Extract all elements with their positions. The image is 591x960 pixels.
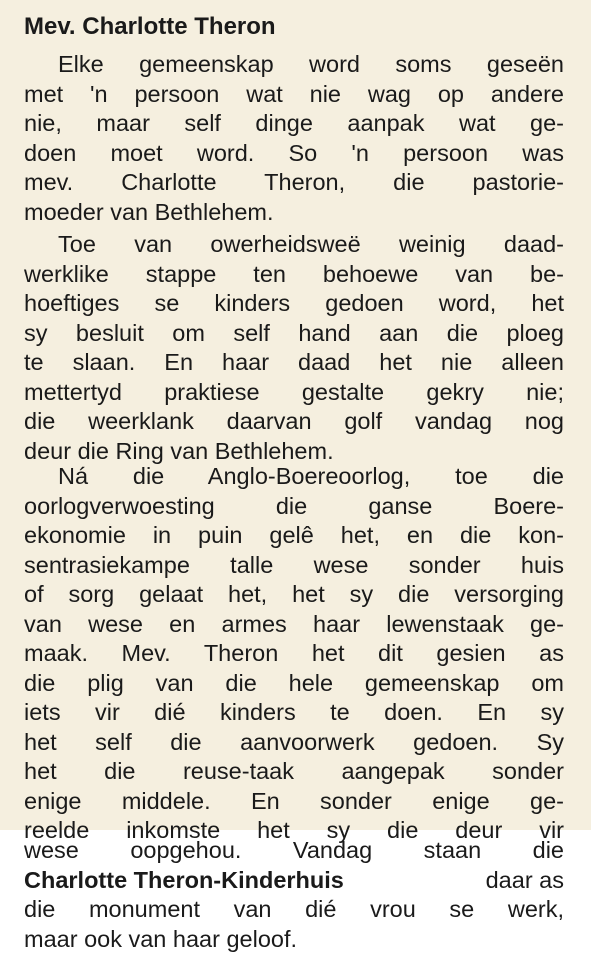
- text-line: maar ook van haar geloof.: [24, 925, 298, 952]
- text-fragment: daar as: [485, 866, 564, 893]
- text-line: moeder van Bethlehem.: [24, 198, 274, 225]
- paragraph-3: [24, 462, 564, 846]
- text-line: doen moet word. So 'n persoon was: [24, 139, 564, 166]
- text-line: het self die aanvoorwerk gedoen. Sy: [24, 728, 564, 755]
- text-line: mev. Charlotte Theron, die pastorie-: [24, 169, 564, 195]
- text-line: sentrasiekampe talle wese sonder huis: [24, 551, 564, 578]
- text-line: wese oopgehou. Vandag staan die: [24, 837, 564, 863]
- paragraph-1: [24, 50, 564, 227]
- text-line: Ná die Anglo-Boereoorlog, toe die: [58, 463, 564, 489]
- text-line: van wese en armes haar lewenstaak ge-: [24, 610, 564, 637]
- text-line: oorlogverwoesting die ganse Boere-: [24, 492, 564, 519]
- text-line: het die reuse-taak aangepak sonder: [24, 758, 564, 784]
- text-line: sy besluit om self hand aan die ploeg: [24, 319, 564, 346]
- paragraph-2: [24, 230, 564, 466]
- text-line: of sorg gelaat het, het sy die versorging: [24, 581, 564, 607]
- text-line: met 'n persoon wat nie wag op andere: [24, 80, 564, 107]
- text-line: die monument van dié vrou se werk,: [24, 896, 564, 922]
- text-line: mettertyd praktiese gestalte gekry nie;: [24, 378, 564, 405]
- text-line: te slaan. En haar daad het nie alleen: [24, 349, 564, 375]
- text-line: enige middele. En sonder enige ge-: [24, 787, 564, 814]
- text-line: reelde inkomste het sy die deur vir: [24, 817, 564, 843]
- article-title: Mev. Charlotte Theron: [24, 13, 276, 40]
- text-line: nie, maar self dinge aanpak wat ge-: [24, 110, 564, 136]
- text-line: die plig van die hele gemeenskap om: [24, 669, 564, 696]
- text-line: Elke gemeenskap word soms geseën: [58, 51, 564, 77]
- text-line: deur die Ring van Bethlehem.: [24, 437, 334, 464]
- text-line: iets vir dié kinders te doen. En sy: [24, 699, 564, 725]
- bold-institution-name: Charlotte Theron-Kinderhuis: [24, 866, 344, 893]
- paragraph-4: [24, 836, 564, 954]
- text-line: Toe van owerheidsweë weinig daad-: [58, 231, 564, 257]
- text-line: werklike stappe ten behoewe van be-: [24, 260, 564, 287]
- text-line: ekonomie in puin gelê het, en die kon-: [24, 522, 564, 548]
- text-line: maak. Mev. Theron het dit gesien as: [24, 640, 564, 666]
- text-line-with-bold: [24, 866, 564, 896]
- text-line: hoeftiges se kinders gedoen word, het: [24, 290, 564, 316]
- text-line: die weerklank daarvan golf vandag nog: [24, 408, 564, 434]
